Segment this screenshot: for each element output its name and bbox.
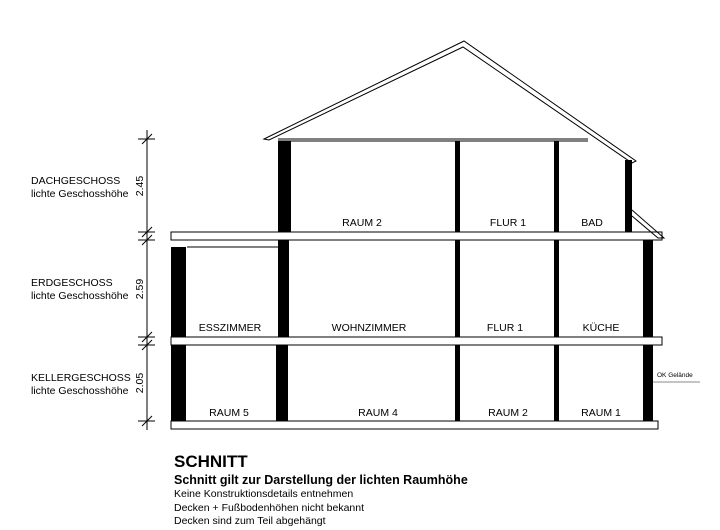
ground-label: OK Gelände [657, 372, 693, 379]
dim-kg-height: 2.05 [134, 372, 146, 394]
floor-sub: lichte Geschosshöhe [31, 188, 129, 200]
slab-eg-kg [171, 337, 662, 345]
notes-line: Decken sind zum Teil abgehängt [174, 515, 326, 527]
notes-subtitle: Schnitt gilt zur Darstellung der lichten Raumhöhe [174, 473, 468, 487]
roof [264, 41, 636, 163]
room-label: RAUM 5 [209, 407, 249, 419]
room-label: KÜCHE [582, 322, 620, 334]
room-label: FLUR 1 [486, 322, 524, 334]
floor-sub: lichte Geschosshöhe [31, 385, 129, 397]
room-label: RAUM 2 [342, 217, 382, 229]
notes-block [174, 452, 468, 529]
floor-label-eg [31, 277, 128, 303]
dim-dg-height: 2.45 [134, 175, 146, 197]
slab-bottom [171, 421, 658, 429]
notes-line: Decken + Fußbodenhöhen nicht bekannt [174, 501, 365, 514]
notes-line: Keine Konstruktionsdetails entnehmen [174, 488, 354, 500]
floor-label-kg [31, 372, 131, 398]
room-label: RAUM 2 [488, 407, 528, 419]
floor-label-dg [31, 175, 128, 201]
room-label: BAD [581, 217, 603, 229]
floor-sub: lichte Geschosshöhe [31, 290, 129, 302]
floor-name: KELLERGESCHOSS [31, 372, 131, 384]
dim-eg-height: 2.59 [134, 278, 146, 300]
dg-walls [278, 141, 632, 232]
floor-name: ERDGESCHOSS [31, 277, 113, 289]
room-label: RAUM 1 [581, 407, 621, 419]
notes-title: SCHNITT [174, 452, 248, 471]
room-label: ESSZIMMER [198, 322, 262, 334]
room-label: FLUR 1 [489, 217, 527, 229]
room-label: RAUM 4 [358, 407, 398, 419]
floor-name: DACHGESCHOSS [31, 175, 121, 187]
room-label: WOHNZIMMER [331, 322, 407, 334]
